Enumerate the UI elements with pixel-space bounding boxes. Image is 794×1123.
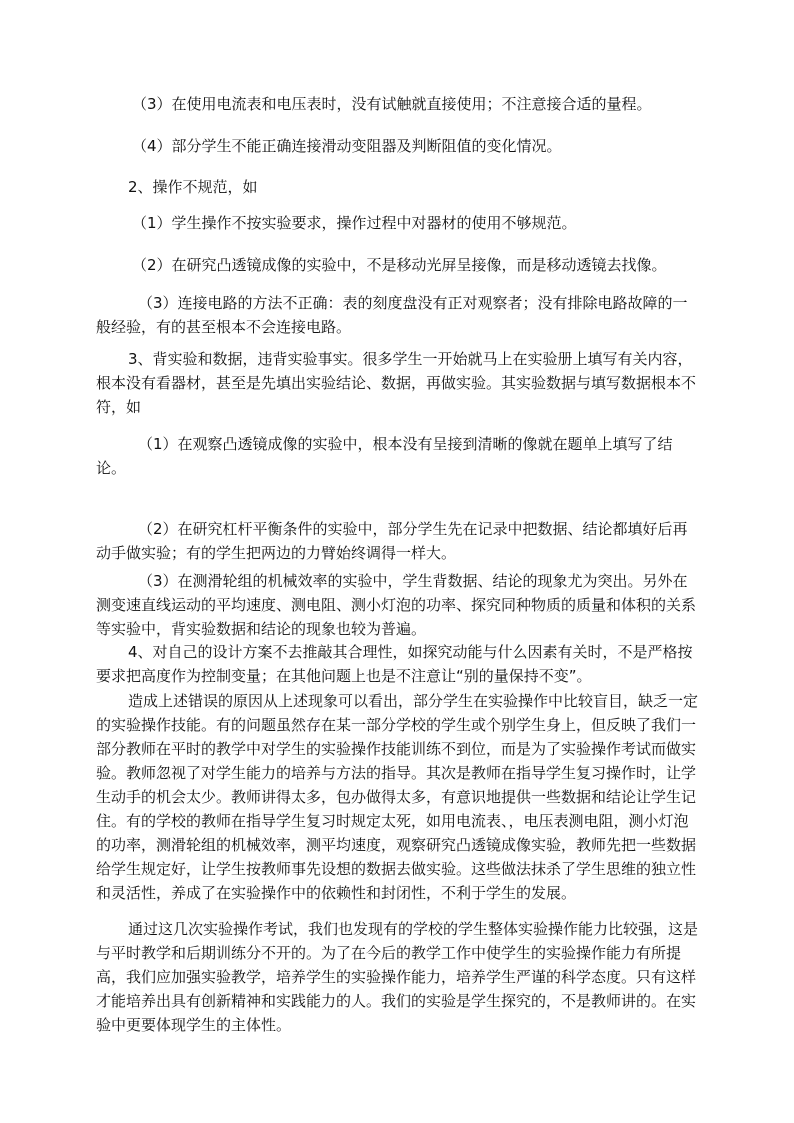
paragraph-item-3-pulley-efficiency: （3）在测滑轮组的机械效率的实验中，学生背数据、结论的现象尤为突出。另外在测变速直线运动的平均速度、测电阻、测小灯泡的功率、探究同种物质的质量和体积的关系等实验中，背实验数据和结论的现象也较为普遍。 xyxy=(96,572,697,638)
paragraph-item-1-equipment-use: （1）学生操作不按实验要求，操作过程中对器材的使用不够规范。 xyxy=(132,214,577,232)
paragraph-heading-4-design-plan: 4、对自己的设计方案不去推敲其合理性，如探究动能与什么因素有关时，不是严格按要求把高度作为控制变量；在其他问题上也是不注意让“别的量保持不变”。 xyxy=(96,643,693,685)
paragraph-cause-analysis: 造成上述错误的原因从上述现象可以看出，部分学生在实验操作中比较盲目，缺乏一定的实验操作技能。有的问题虽然存在某一部分学校的学生或个别学生身上，但反映了我们一部分教师在平时的教学中对学生的实验操作技能训练不到位，而是为了实验操作考试而做实验。教师忽视了对学生能力的培养与方法的指导。其次是教师在指导学生复习操作时，让学生动手的机会太少。教师讲得太多，包办做得太多，有意识地提供一些数据和结论让学生记住。有的学校的教师在指导学生复习时规定太死，如用电流表、，电压表测电阻，测小灯泡的功率，测滑轮组的机械效率，测平均速度，观察研究凸透镜成像实验，教师先把一些数据给学生规定好，让学生按教师事先设想的数据去做实验。这些做法抹杀了学生思维的独立性和灵活性，养成了在实验操作中的依赖性和封闭性，不利于学生的发展。 xyxy=(96,692,699,902)
paragraph-item-4-rheostat: （4）部分学生不能正确连接滑动变阻器及判断阻值的变化情况。 xyxy=(132,137,562,155)
paragraph-item-3-ammeter-voltmeter: （3）在使用电流表和电压表时，没有试触就直接使用；不注意接合适的量程。 xyxy=(132,95,652,113)
paragraph-item-1-lens-conclusion: （1）在观察凸透镜成像的实验中，根本没有呈接到清晰的像就在题单上填写了结论。 xyxy=(96,435,673,477)
paragraph-conclusion: 通过这几次实验操作考试，我们也发现有的学校的学生整体实验操作能力比较强，这是与平时教学和后期训练分不开的。为了在今后的教学工作中使学生的实验操作能力有所提高，我们应加强实验教学，培养学生的实验操作能力，培养学生严谨的科学态度。只有这样才能培养出具有创新精神和实践能力的人。我们的实验是学生探究的，不是教师讲的。在实验中更要体现学生的主体性。 xyxy=(96,920,699,1034)
paragraph-item-2-convex-lens: （2）在研究凸透镜成像的实验中，不是移动光屏呈接像，而是移动透镜去找像。 xyxy=(132,256,667,274)
paragraph-heading-3-memorized-data: 3、背实验和数据，违背实验事实。很多学生一开始就马上在实验册上填写有关内容，根本没有看器材，甚至是先填出实验结论、数据，再做实验。其实验数据与填写数据根本不符，如 xyxy=(96,350,697,416)
paragraph-item-3-circuit-connection: （3）连接电路的方法不正确：表的刻度盘没有正对观察者；没有排除电路故障的一般经验，有的甚至根本不会连接电路。 xyxy=(96,294,688,336)
paragraph-item-2-lever-balance: （2）在研究杠杆平衡条件的实验中，部分学生先在记录中把数据、结论都填好后再动手做实验；有的学生把两边的力臂始终调得一样大。 xyxy=(96,520,688,562)
paragraph-heading-2-nonstandard-operation: 2、操作不规范，如 xyxy=(128,178,258,196)
